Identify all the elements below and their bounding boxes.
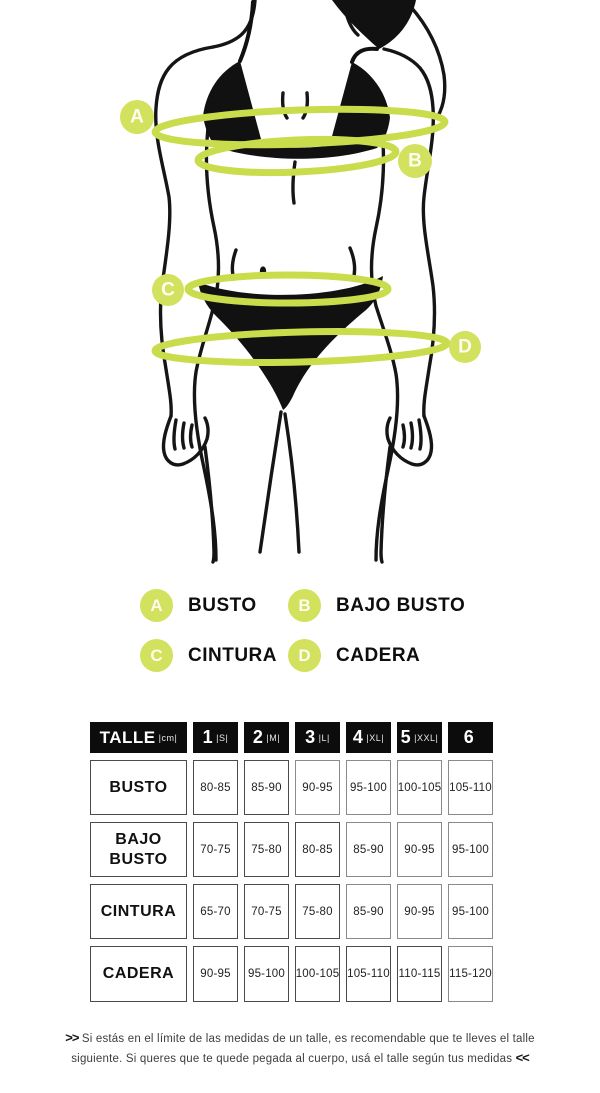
row-label-bajo-busto: BAJO BUSTO: [90, 822, 187, 877]
marker-c-badge: [152, 274, 184, 306]
table-cell: 100-105: [295, 946, 340, 1002]
size-table: [90, 722, 600, 1002]
legend-d-badge: D: [288, 639, 321, 672]
table-header-talle: [90, 722, 187, 753]
legend-a-badge: A: [140, 589, 173, 622]
chevrons-left-icon: <<: [515, 1050, 529, 1066]
table-cell: 90-95: [295, 760, 340, 815]
talle-unit: |cm|: [158, 732, 178, 743]
svg-text:A: A: [130, 106, 144, 128]
table-cell: 75-80: [244, 822, 289, 877]
table-cell: 85-90: [346, 822, 391, 877]
size-header-4: 4 |XL|: [346, 722, 391, 753]
marker-d-badge: [449, 331, 481, 363]
row-label-cintura: CINTURA: [90, 884, 187, 939]
table-cell: 95-100: [346, 760, 391, 815]
legend-label-bajo-busto: BAJO BUSTO: [336, 594, 466, 616]
chevrons-right-icon: >>: [65, 1030, 79, 1045]
legend-item-busto: [140, 589, 288, 622]
legend-label-busto: BUSTO: [188, 594, 257, 616]
svg-text:B: B: [408, 150, 422, 172]
legend-label-cadera: CADERA: [336, 644, 421, 666]
table-cell: 85-90: [244, 760, 289, 815]
table-cell: 90-95: [193, 946, 238, 1002]
size-advice-note: [65, 1028, 535, 1069]
table-cell: 80-85: [193, 760, 238, 815]
legend-item-cintura: [140, 639, 288, 672]
table-cell: 85-90: [346, 884, 391, 939]
marker-a-badge: [120, 100, 154, 134]
legend-row-1: [140, 589, 580, 622]
size-header-1: 1 |S|: [193, 722, 238, 753]
table-cell: 110-115: [397, 946, 442, 1002]
table-cell: 75-80: [295, 884, 340, 939]
svg-text:C: C: [161, 279, 175, 301]
legend-label-cintura: CINTURA: [188, 644, 277, 666]
measurement-legend: [140, 589, 580, 672]
table-cell: 90-95: [397, 822, 442, 877]
row-label-busto: BUSTO: [90, 760, 187, 815]
size-header-2: 2 |M|: [244, 722, 289, 753]
marker-b-badge: [398, 144, 432, 178]
size-advice-text: Si estás en el límite de las medidas de un talle, es recomendable que te lleves el talle siguiente. Si queres que te quede pegada al cuerpo, usá el talle según tus medidas: [71, 1033, 535, 1066]
table-cell: 70-75: [244, 884, 289, 939]
size-header-3: 3 |L|: [295, 722, 340, 753]
table-cell: 100-105: [397, 760, 442, 815]
hair-shape: [332, 0, 416, 49]
table-cell: 95-100: [448, 884, 493, 939]
table-cell: 95-100: [448, 822, 493, 877]
size-header-5: 5 |XXL|: [397, 722, 442, 753]
table-cell: 105-110: [448, 760, 493, 815]
legend-row-2: [140, 639, 580, 672]
table-cell: 95-100: [244, 946, 289, 1002]
talle-label: TALLE: [99, 727, 156, 747]
svg-text:D: D: [458, 336, 472, 358]
legend-b-badge: B: [288, 589, 321, 622]
row-label-cadera: CADERA: [90, 946, 187, 1002]
table-cell: 70-75: [193, 822, 238, 877]
table-cell: 115-120: [448, 946, 493, 1002]
table-cell: 80-85: [295, 822, 340, 877]
legend-c-badge: C: [140, 639, 173, 672]
size-header-6: 6: [448, 722, 493, 753]
table-cell: 105-110: [346, 946, 391, 1002]
swimsuit-silhouette: [198, 0, 416, 410]
table-cell: 65-70: [193, 884, 238, 939]
table-cell: 90-95: [397, 884, 442, 939]
legend-item-bajo-busto: [288, 589, 465, 622]
legend-item-cadera: [288, 639, 420, 672]
